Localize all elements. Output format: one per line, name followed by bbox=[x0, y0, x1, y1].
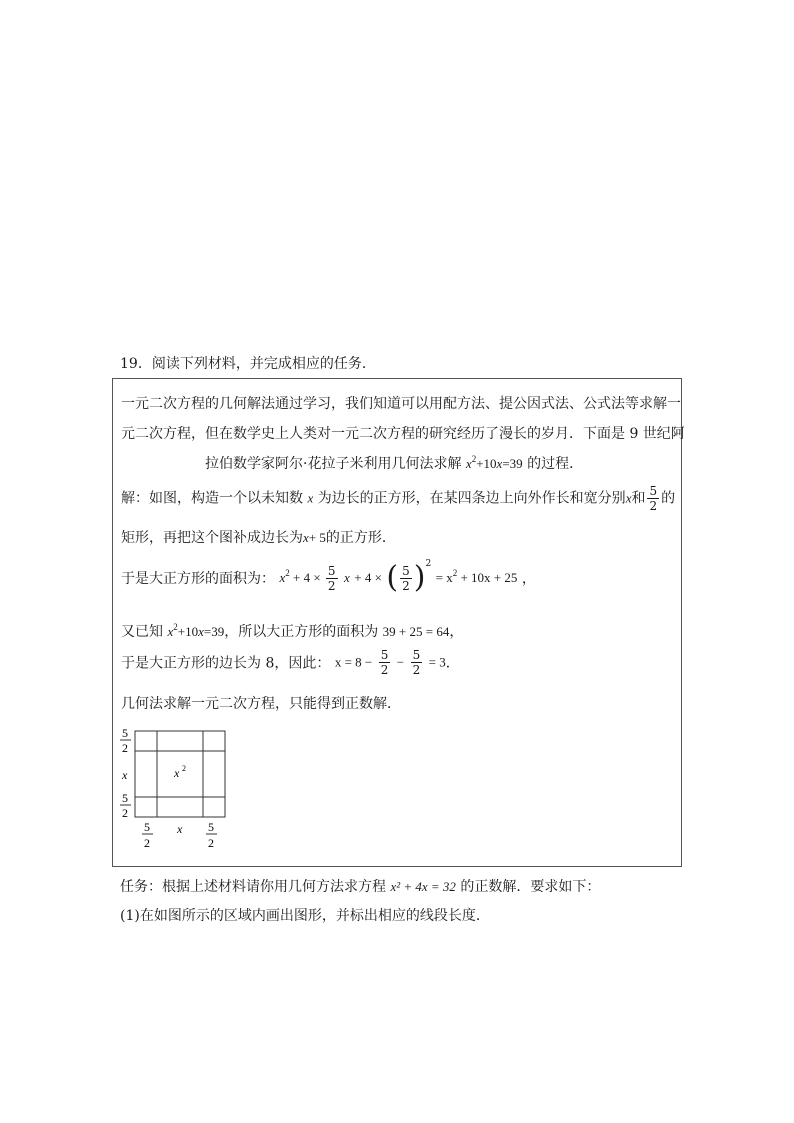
bottom-right-frac-num: 5 bbox=[208, 820, 214, 834]
bottom-right-frac-den: 2 bbox=[208, 836, 214, 850]
fraction-five-halves: $\frac{5}{2}$ bbox=[649, 484, 658, 513]
area-line: 于是大正方形的面积为： $x^2 + 4$ × $\frac{5}{2}$ x + 4 × ( $\frac{5}{2}$ )$^2 = x^2 + 10x + 25$ ， bbox=[121, 559, 536, 595]
main-equation: $x^2+10x=39$ bbox=[465, 454, 523, 471]
center-label: x bbox=[174, 766, 180, 780]
solution-line-2: 矩形，再把这个图补成边长为x+ 5的正方形． bbox=[121, 530, 396, 546]
left-bottom-frac-den: 2 bbox=[122, 806, 128, 820]
material-box bbox=[112, 378, 685, 867]
left-bottom-frac-num: 5 bbox=[122, 791, 128, 805]
bottom-left-frac-num: 5 bbox=[144, 820, 150, 834]
material-line-1: 一元二次方程的几何解法通过学习，我们知道可以用配方法、提公因式法、公式法等求解一 bbox=[121, 396, 681, 412]
conclusion-line: 几何法求解一元二次方程，只能得到正数解． bbox=[121, 696, 401, 712]
solution-line-1: 解：如图，构造一个以未知数 x 为边长的正方形，在某四条边上向外作长和宽分别x和 $\frac{5}{2}$ 的 bbox=[121, 484, 676, 513]
material-line-3: 拉伯数学家阿尔·花拉子米利用几何法求解 $x^2+10x=39$ 的过程． bbox=[205, 454, 584, 472]
known-line: 又已知 $x^2+10x=39$，所以大正方形的面积为 39 + 25 = 64， bbox=[121, 622, 464, 640]
left-mid-label: x bbox=[122, 768, 128, 782]
bottom-left-frac-den: 2 bbox=[144, 836, 150, 850]
task-equation: x² + 4x = 32 bbox=[390, 879, 456, 894]
geometry-figure bbox=[117, 725, 237, 855]
task-line: 任务：根据上述材料请你用几何方法求方程 x² + 4x = 32 的正数解．要求如下： bbox=[120, 879, 601, 895]
outer-square bbox=[135, 731, 225, 817]
task-item-1: (1)在如图所示的区域内画出图形，并标出相应的线段长度． bbox=[120, 908, 490, 924]
left-top-frac-den: 2 bbox=[122, 741, 128, 755]
side-line: 于是大正方形的边长为 8，因此： x = 8 − $\frac{5}{2}$ − $\frac{5}{2}$ = 3． bbox=[121, 648, 460, 677]
left-top-frac-num: 5 bbox=[122, 726, 128, 740]
question-title: 19．阅读下列材料，并完成相应的任务． bbox=[120, 356, 376, 372]
bottom-mid-label: x bbox=[177, 822, 183, 836]
material-line-2: 元二次方程，但在数学史上人类对一元二次方程的研究经历了漫长的岁月．下面是 9 世纪阿 bbox=[121, 426, 685, 442]
center-label-sup: 2 bbox=[182, 764, 186, 773]
